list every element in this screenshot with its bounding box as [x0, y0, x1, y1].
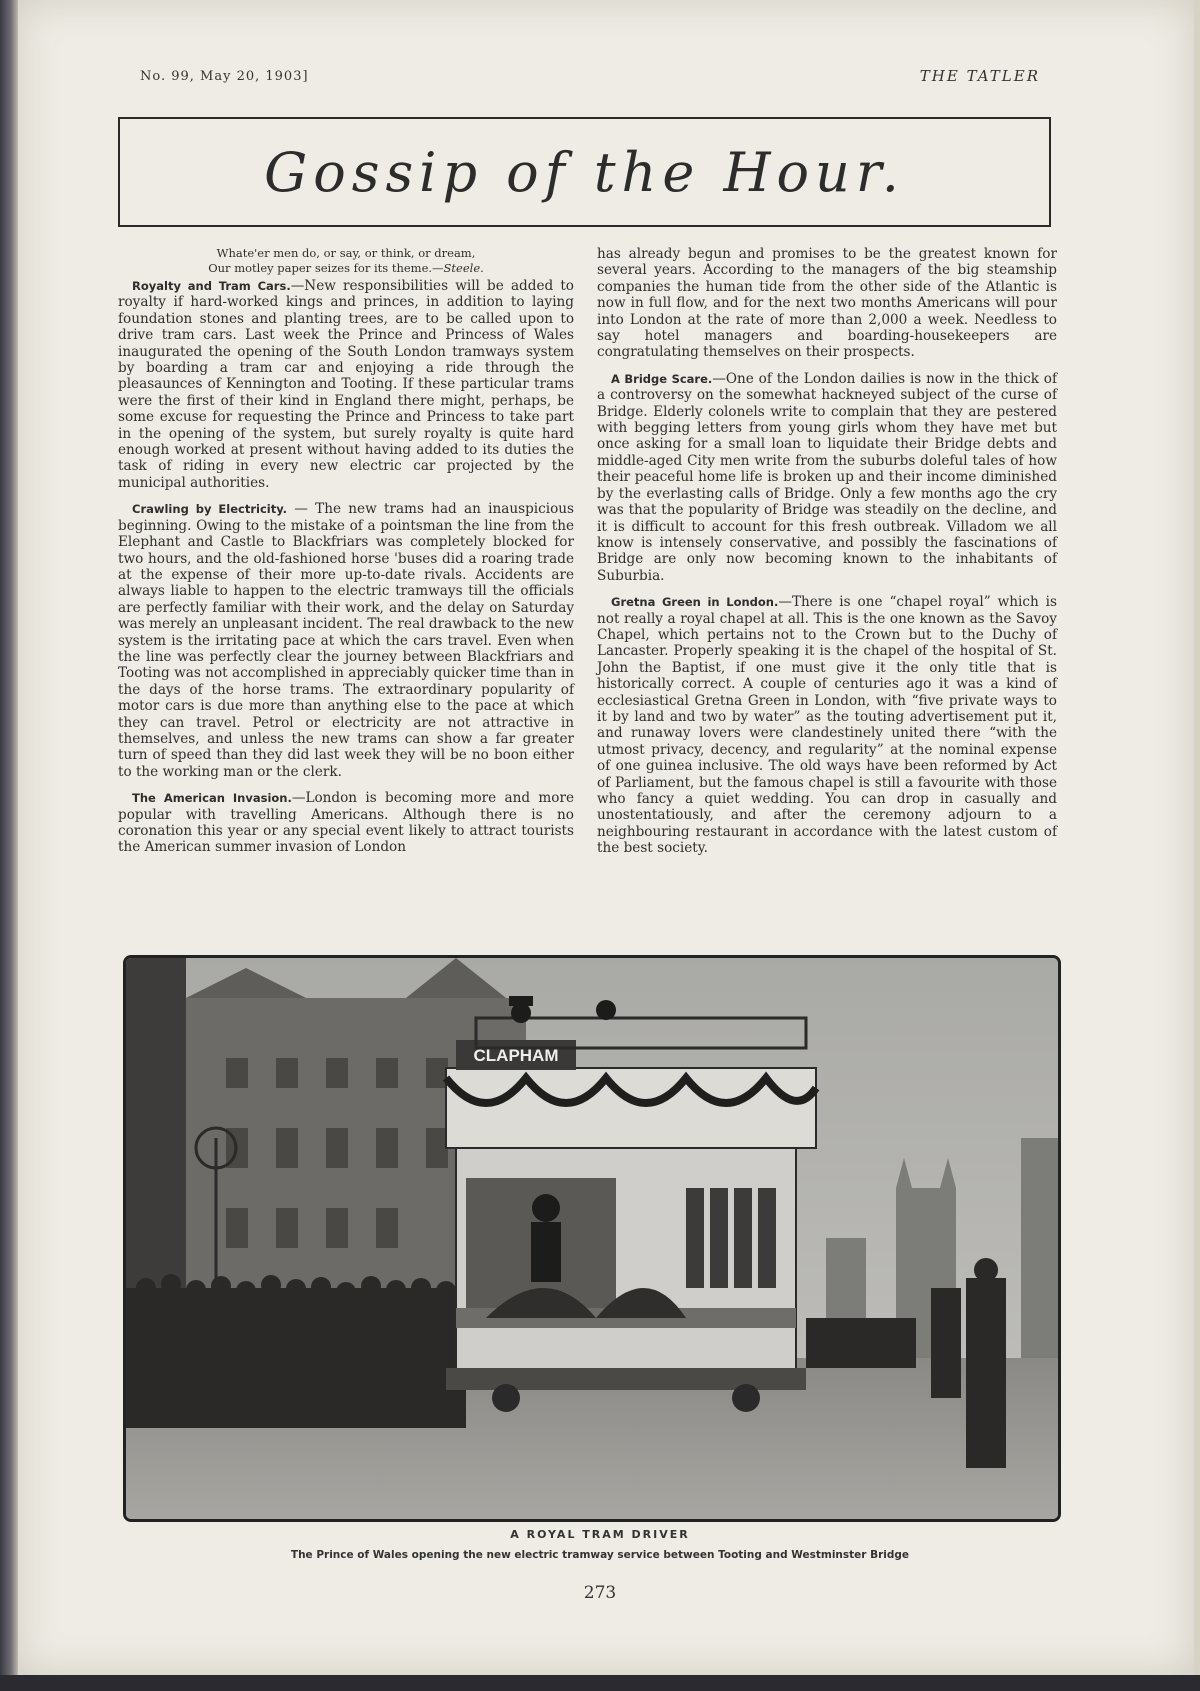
section-heading: Gretna Green in London. — [611, 595, 779, 610]
left-column — [118, 246, 574, 866]
section-heading: The American Invasion. — [132, 791, 292, 806]
binding-spine — [0, 0, 18, 1691]
article-paragraph — [118, 278, 574, 491]
paragraph-text: has already begun and promises to be the greatest known for several years. According to the managers of the big steamship companies the human tide from the other side of the Atlantic is now in full flow, and for the next two months Americans will pour into London at the rate of more than 2,000 a week. Needless to say hotel managers and boarding-housekeepers are congratulating themselves on their prospects. — [597, 246, 1057, 361]
page-number: 273 — [583, 1583, 617, 1603]
article-paragraph — [597, 594, 1057, 857]
caption-subtitle: The Prince of Wales opening the new electric tramway service between Tooting and Westminster Bridge — [290, 1549, 910, 1561]
paragraph-text: —One of the London dailies is now in the thick of a controversy on the somewhat hackneyed subject of the curse of Bridge. Elderly colonels write to complain that they are pestered with begging letters from young girls whom they have met but once asking for a small loan to liquidate their Bridge debts and middle-aged City men write from the suburbs doleful tales of how their peaceful home life is broken up and their income diminished by the everlasting calls of Bridge. Only a few months ago the cry was that the popularity of Bridge was steadily on the decline, and it is difficult to account for this fresh outbreak. Villadom we all know is intensely conservative, and possibly the fascinations of Bridge are only now becoming known to the inhabitants of Suburbia. — [597, 370, 1057, 584]
epigraph-line-2 — [118, 261, 574, 276]
epigraph-source: Steele. — [443, 261, 484, 275]
photo-illustration — [126, 958, 1058, 1519]
paragraph-text: —New responsibilities will be added to royalty if hard-worked kings and princes, in addition to laying foundation stones and planting trees, are to be called upon to drive tram cars. Last week the Prince and Princess of Wales inaugurated the opening of the South London tramways system by boarding a tram car and enjoying a ride through the pleasaunces of Kennington and Tooting. If these particular trams were the first of their kind in England there might, perhaps, be some excuse for requesting the Prince and Princess to take part in the opening of the system, but surely royalty is quite hard enough worked at present without having added to its duties the task of riding in every new electric car projected by the municipal authorities. — [118, 278, 574, 491]
paragraph-text: —London is becoming more and more popular with travelling Americans. Although there is no coronation this year or any special event likely to attract tourists the American summer invasion of London — [118, 790, 574, 856]
tram-photograph — [123, 955, 1061, 1522]
section-heading: Crawling by Electricity. — [132, 502, 288, 517]
paragraph-text: — The new trams had an inauspicious beginning. Owing to the mistake of a pointsman the line from the Elephant and Castle to Blackfriars was completely blocked for two hours, and the old-fashioned horse 'buses did a roaring trade at the expense of their more up-to-date rivals. Accidents are always liable to happen to the electric tramways till the officials are perfectly familiar with their work, and the delay on Saturday was merely an unpleasant incident. The real drawback to the new system is the irritating pace at which the cars travel. Even when the line was perfectly clear the journey between Blackfriars and Tooting was not accomplished in appreciably quicker time than in the days of the horse trams. The extraordinary popularity of motor cars is due more than anything else to the pace at which they can travel. Petrol or electricity are not attractive in themselves, and unless the new trams can show a far greater turn of speed than they did last week they will be no boon either to the working man or the clerk. — [118, 501, 575, 780]
issue-header: No. 99, May 20, 1903] — [140, 69, 309, 84]
article-paragraph — [597, 371, 1057, 584]
epigraph-line-1: Whate'er men do, or say, or think, or dream, — [216, 246, 476, 260]
page-title: Gossip of the Hour. — [264, 140, 905, 204]
caption-title: A ROYAL TRAM DRIVER — [510, 1528, 690, 1541]
tram-destination-sign: CLAPHAM — [473, 1046, 559, 1065]
magazine-name-header: THE TATLER — [919, 67, 1040, 85]
right-column — [597, 246, 1057, 867]
bottom-edge — [0, 1675, 1200, 1691]
section-heading: Royalty and Tram Cars. — [132, 279, 291, 293]
article-paragraph — [118, 790, 574, 856]
epigraph — [118, 246, 574, 276]
paragraph-text: —There is one “chapel royal” which is not really a royal chapel at all. This is the one known as the Savoy Chapel, which pertains not to the Crown but to the Duchy of Lancaster. Properly speaking it is the chapel of the hospital of St. John the Baptist, if one must give it the only title that is historically correct. A couple of centuries ago it was a kind of ecclesiastical Gretna Green in London, with “five private ways to it by land and two by water” as the touting advertisement put it, and runaway lovers were clandestinely united there “with the utmost privacy, decency, and regularity” at the nominal expense of one guinea inclusive. The old ways have been reformed by Act of Parliament, but the famous chapel is still a favourite with those who fancy a quiet wedding. You can drop in casually and unostentatiously, and after the ceremony adjourn to a neighbouring restaurant in accordance with the latest custom of the best society. — [597, 594, 1058, 857]
epigraph-line-2-text: Our motley paper seizes for its theme.— — [208, 261, 444, 275]
article-paragraph — [597, 246, 1057, 361]
article-paragraph — [118, 501, 574, 780]
title-box — [118, 117, 1051, 227]
section-heading: A Bridge Scare. — [611, 371, 713, 386]
